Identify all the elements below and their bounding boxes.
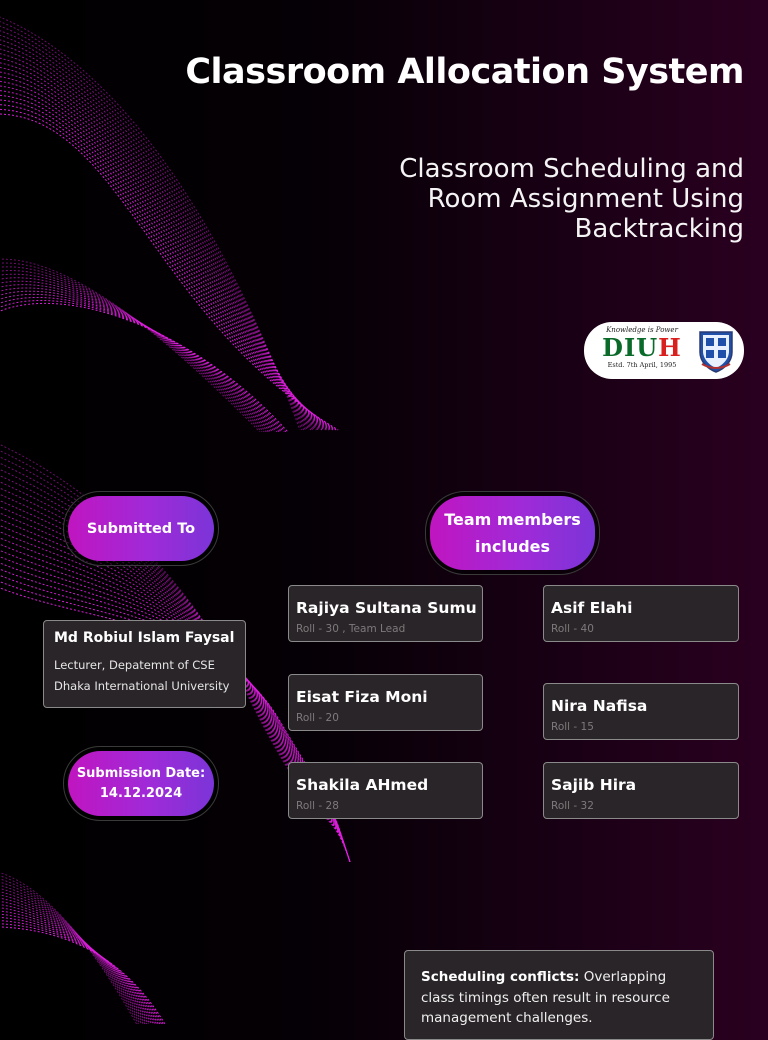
submission-date-label: Submission Date: bbox=[76, 765, 206, 781]
wave-line bbox=[0, 927, 168, 1024]
member-roll: Roll - 15 bbox=[551, 721, 594, 733]
wave-line bbox=[0, 923, 167, 1024]
wave-line bbox=[0, 917, 163, 1024]
member-card bbox=[543, 762, 739, 819]
wave-line bbox=[0, 285, 275, 432]
wave-line bbox=[0, 109, 336, 430]
university-logo bbox=[584, 322, 744, 379]
note-text: Overlapping class timings often result in resource management challenges. bbox=[421, 969, 670, 1026]
wave-line bbox=[0, 890, 150, 1024]
wave-line bbox=[0, 70, 322, 430]
logo-word-accent: H bbox=[658, 333, 682, 362]
supervisor-role: Lecturer, Depatemnt of CSE bbox=[54, 658, 215, 672]
member-name: Shakila AHmed bbox=[296, 776, 429, 794]
submitted-to-label: Submitted To bbox=[68, 496, 214, 561]
supervisor-name: Md Robiul Islam Faysal bbox=[54, 630, 235, 646]
wave-line bbox=[0, 294, 281, 432]
wave-line bbox=[0, 65, 320, 430]
wave-line bbox=[0, 271, 266, 432]
page-title: Classroom Allocation System bbox=[185, 52, 744, 92]
member-name: Nira Nafisa bbox=[551, 697, 648, 715]
supervisor-institution: Dhaka International University bbox=[54, 679, 230, 693]
member-roll: Roll - 20 bbox=[296, 712, 339, 724]
page-subtitle: Classroom Scheduling and Room Assignment Using Backtracking bbox=[399, 154, 744, 244]
university-crest-icon bbox=[696, 328, 736, 374]
wave-line bbox=[0, 903, 157, 1024]
wave-line bbox=[0, 281, 273, 432]
wave-line bbox=[0, 35, 309, 430]
wave-line bbox=[0, 877, 143, 1024]
team-members-label: Team members includes bbox=[430, 496, 595, 570]
wave-line bbox=[0, 900, 155, 1024]
member-card bbox=[288, 762, 483, 819]
submitted-to-badge bbox=[63, 491, 219, 566]
wave-line bbox=[0, 303, 288, 432]
wave-line bbox=[0, 80, 325, 430]
member-card bbox=[288, 585, 483, 642]
wave-line bbox=[0, 288, 277, 432]
wave-line bbox=[0, 40, 311, 430]
scheduling-conflicts-note bbox=[404, 950, 714, 1040]
wave-line bbox=[0, 300, 286, 432]
member-name: Eisat Fiza Moni bbox=[296, 688, 428, 706]
wave-line bbox=[0, 45, 313, 430]
wave-line bbox=[0, 897, 153, 1024]
wave-line bbox=[0, 267, 264, 432]
wave-line bbox=[0, 870, 140, 1024]
team-members-badge bbox=[425, 491, 600, 575]
member-name: Rajiya Sultana Sumu bbox=[296, 599, 477, 617]
member-name: Asif Elahi bbox=[551, 599, 633, 617]
member-card bbox=[288, 674, 483, 731]
wave-line bbox=[0, 880, 145, 1024]
wave-line bbox=[0, 297, 284, 432]
wave-line bbox=[0, 259, 260, 432]
wave-line bbox=[0, 90, 329, 430]
wave-line bbox=[0, 114, 338, 430]
wave-line bbox=[0, 291, 279, 432]
logo-tagline: Knowledge is Power bbox=[606, 326, 678, 334]
note-heading: Scheduling conflicts: bbox=[421, 969, 580, 985]
wave-line bbox=[0, 913, 162, 1024]
wave-line bbox=[0, 887, 148, 1024]
wave-line bbox=[0, 907, 158, 1024]
wave-line bbox=[0, 60, 318, 430]
wave-line bbox=[0, 95, 331, 430]
submission-date-value: 14.12.2024 bbox=[99, 785, 183, 801]
member-roll: Roll - 30 , Team Lead bbox=[296, 623, 406, 635]
member-roll: Roll - 32 bbox=[551, 800, 594, 812]
wave-line bbox=[0, 910, 160, 1024]
wave-line bbox=[0, 104, 335, 430]
member-roll: Roll - 28 bbox=[296, 800, 339, 812]
member-card bbox=[543, 585, 739, 642]
member-card bbox=[543, 683, 739, 740]
wave-line bbox=[0, 893, 152, 1024]
wave-line bbox=[0, 274, 269, 432]
wave-line bbox=[0, 278, 271, 432]
supervisor-card bbox=[43, 620, 246, 708]
member-name: Sajib Hira bbox=[551, 776, 637, 794]
wave-line bbox=[0, 75, 324, 430]
wave-line bbox=[0, 263, 262, 432]
member-roll: Roll - 40 bbox=[551, 623, 594, 635]
wave-line bbox=[0, 50, 315, 430]
wave-line bbox=[0, 883, 147, 1024]
wave-line bbox=[0, 100, 333, 430]
logo-established: Estd. 7th April, 1995 bbox=[607, 361, 677, 369]
wave-line bbox=[0, 55, 316, 430]
logo-word-main: DIU bbox=[602, 333, 659, 362]
wave-line bbox=[0, 873, 142, 1024]
submission-date-badge bbox=[63, 746, 219, 821]
wave-line bbox=[0, 85, 327, 430]
wave-line bbox=[0, 920, 165, 1024]
